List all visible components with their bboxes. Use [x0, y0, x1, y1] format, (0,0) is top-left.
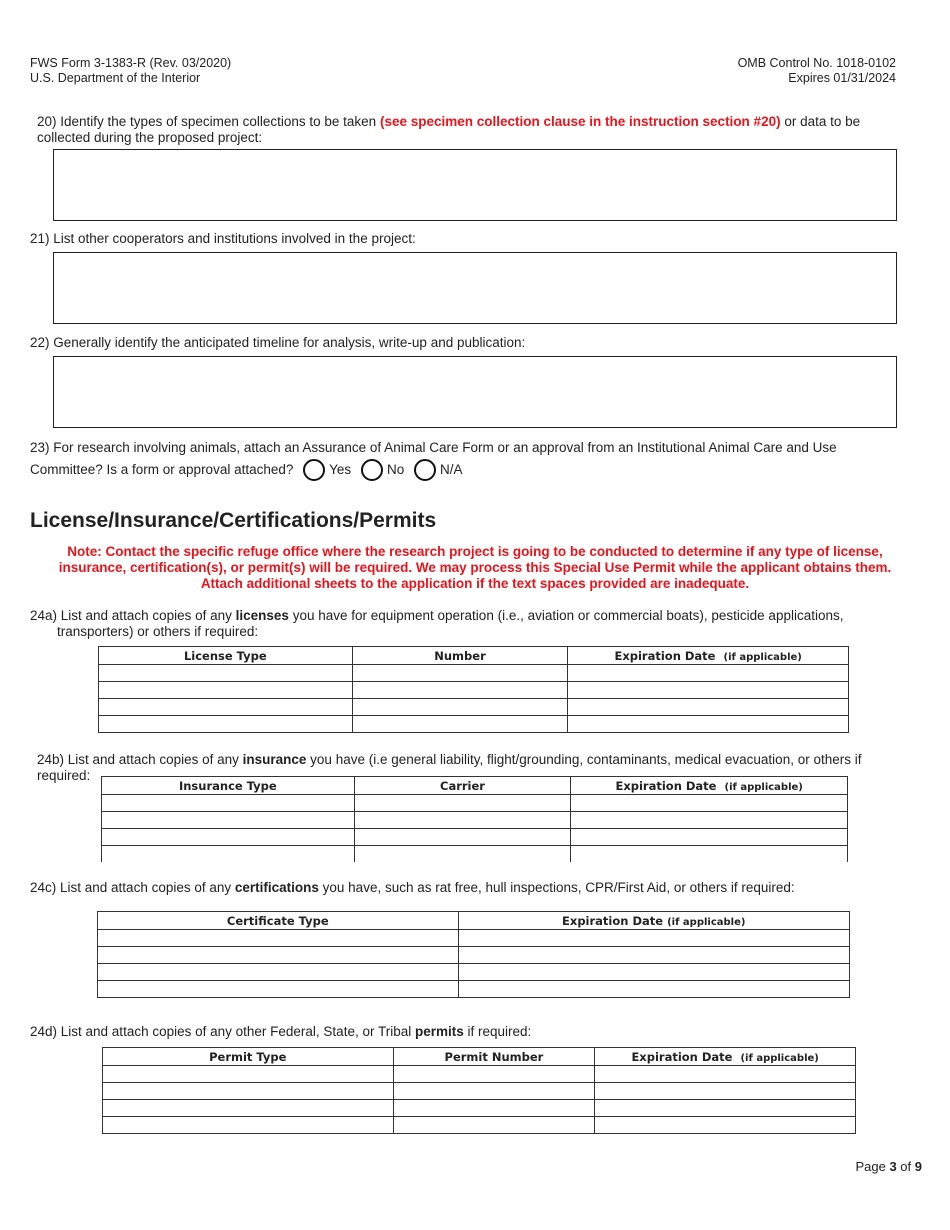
q22-answer-box[interactable]: [53, 356, 897, 428]
table-row: [103, 1100, 856, 1117]
radio-no-label: No: [386, 462, 405, 477]
q21-prompt: 21) List other cooperators and institutions involved in the project:: [30, 231, 416, 246]
table-row: [102, 829, 848, 846]
licenses-table: [98, 646, 849, 733]
table-row: [99, 716, 849, 733]
form-number: FWS Form 3-1383-R (Rev. 03/2020): [30, 56, 232, 70]
permits-table: [102, 1047, 856, 1134]
q23-prompt-line2: Committee? Is a form or approval attached? Yes No N/A: [30, 458, 463, 482]
section-title: License/Insurance/Certifications/Permits: [30, 509, 437, 532]
col-header-expiration: Expiration Date (if applicable): [571, 777, 848, 795]
radio-na-label: N/A: [439, 462, 463, 477]
q21-answer-box[interactable]: [53, 252, 897, 324]
insurance-table: [101, 776, 848, 862]
col-header-permit-type: Permit Type: [103, 1048, 394, 1066]
q20-answer-box[interactable]: [53, 149, 897, 221]
table-row: [98, 964, 850, 981]
certifications-table: [97, 911, 850, 998]
table-row: [98, 947, 850, 964]
q24c-prompt: 24c) List and attach copies of any certifications you have, such as rat free, hull inspections, CPR/First Aid, or others if required:: [30, 880, 795, 895]
radio-no[interactable]: [361, 459, 383, 481]
q24d-prompt: 24d) List and attach copies of any other Federal, State, or Tribal permits if required:: [30, 1024, 532, 1039]
col-header-license-type: License Type: [99, 647, 353, 665]
col-header-expiration: Expiration Date (if applicable): [568, 647, 849, 665]
table-row: [103, 1083, 856, 1100]
col-header-insurance-type: Insurance Type: [102, 777, 355, 795]
department-name: U.S. Department of the Interior: [30, 71, 201, 85]
table-row: [98, 930, 850, 947]
page-number: Page 3 of 9: [855, 1159, 922, 1174]
section-note: Note: Contact the specific refuge office where the research project is going to be conducted to determine if any type of license, insurance, certification(s), or permit(s) will be required. We may process this Special Use Permit while the applicant obtains them. Attach additional sheets to the application if the text spaces provided are inadequate.: [58, 544, 892, 591]
form-header-left: [30, 56, 231, 86]
radio-yes[interactable]: [303, 459, 325, 481]
table-row: [99, 699, 849, 716]
omb-control-number: OMB Control No. 1018-0102: [737, 56, 896, 70]
table-row: [102, 846, 848, 863]
col-header-expiration: Expiration Date (if applicable): [458, 912, 849, 930]
radio-na[interactable]: [414, 459, 436, 481]
table-row: [102, 812, 848, 829]
col-header-expiration: Expiration Date (if applicable): [595, 1048, 856, 1066]
q20-instruction-link: (see specimen collection clause in the instruction section #20): [379, 114, 781, 129]
table-row: [99, 682, 849, 699]
q22-prompt: 22) Generally identify the anticipated timeline for analysis, write-up and publication:: [30, 335, 526, 350]
table-row: [102, 795, 848, 812]
radio-yes-label: Yes: [329, 462, 352, 477]
table-row: [99, 665, 849, 682]
q24a-prompt: 24a) List and attach copies of any licenses you have for equipment operation (i.e., aviation or commercial boats), pesticide applications, transporters) or others if required:: [30, 608, 844, 639]
col-header-carrier: Carrier: [354, 777, 571, 795]
table-row: [103, 1117, 856, 1134]
table-row: [103, 1066, 856, 1083]
col-header-certificate-type: Certificate Type: [98, 912, 459, 930]
q20-prompt: 20) Identify the types of specimen collections to be taken (see specimen collection clause in the instruction section #20) or data to be collected during the proposed project:: [37, 114, 861, 145]
form-header-right: [738, 56, 896, 86]
col-header-number: Number: [352, 647, 568, 665]
col-header-permit-number: Permit Number: [393, 1048, 595, 1066]
table-row: [98, 981, 850, 998]
expiration-notice: Expires 01/31/2024: [788, 71, 896, 85]
q23-prompt-line1: 23) For research involving animals, attach an Assurance of Animal Care Form or an approval from an Institutional Animal Care and Use: [30, 440, 837, 455]
q24b-prompt: 24b) List and attach copies of any insurance you have (i.e general liability, flight/grounding, contaminants, medical evacuation, or others if required:: [37, 752, 862, 783]
